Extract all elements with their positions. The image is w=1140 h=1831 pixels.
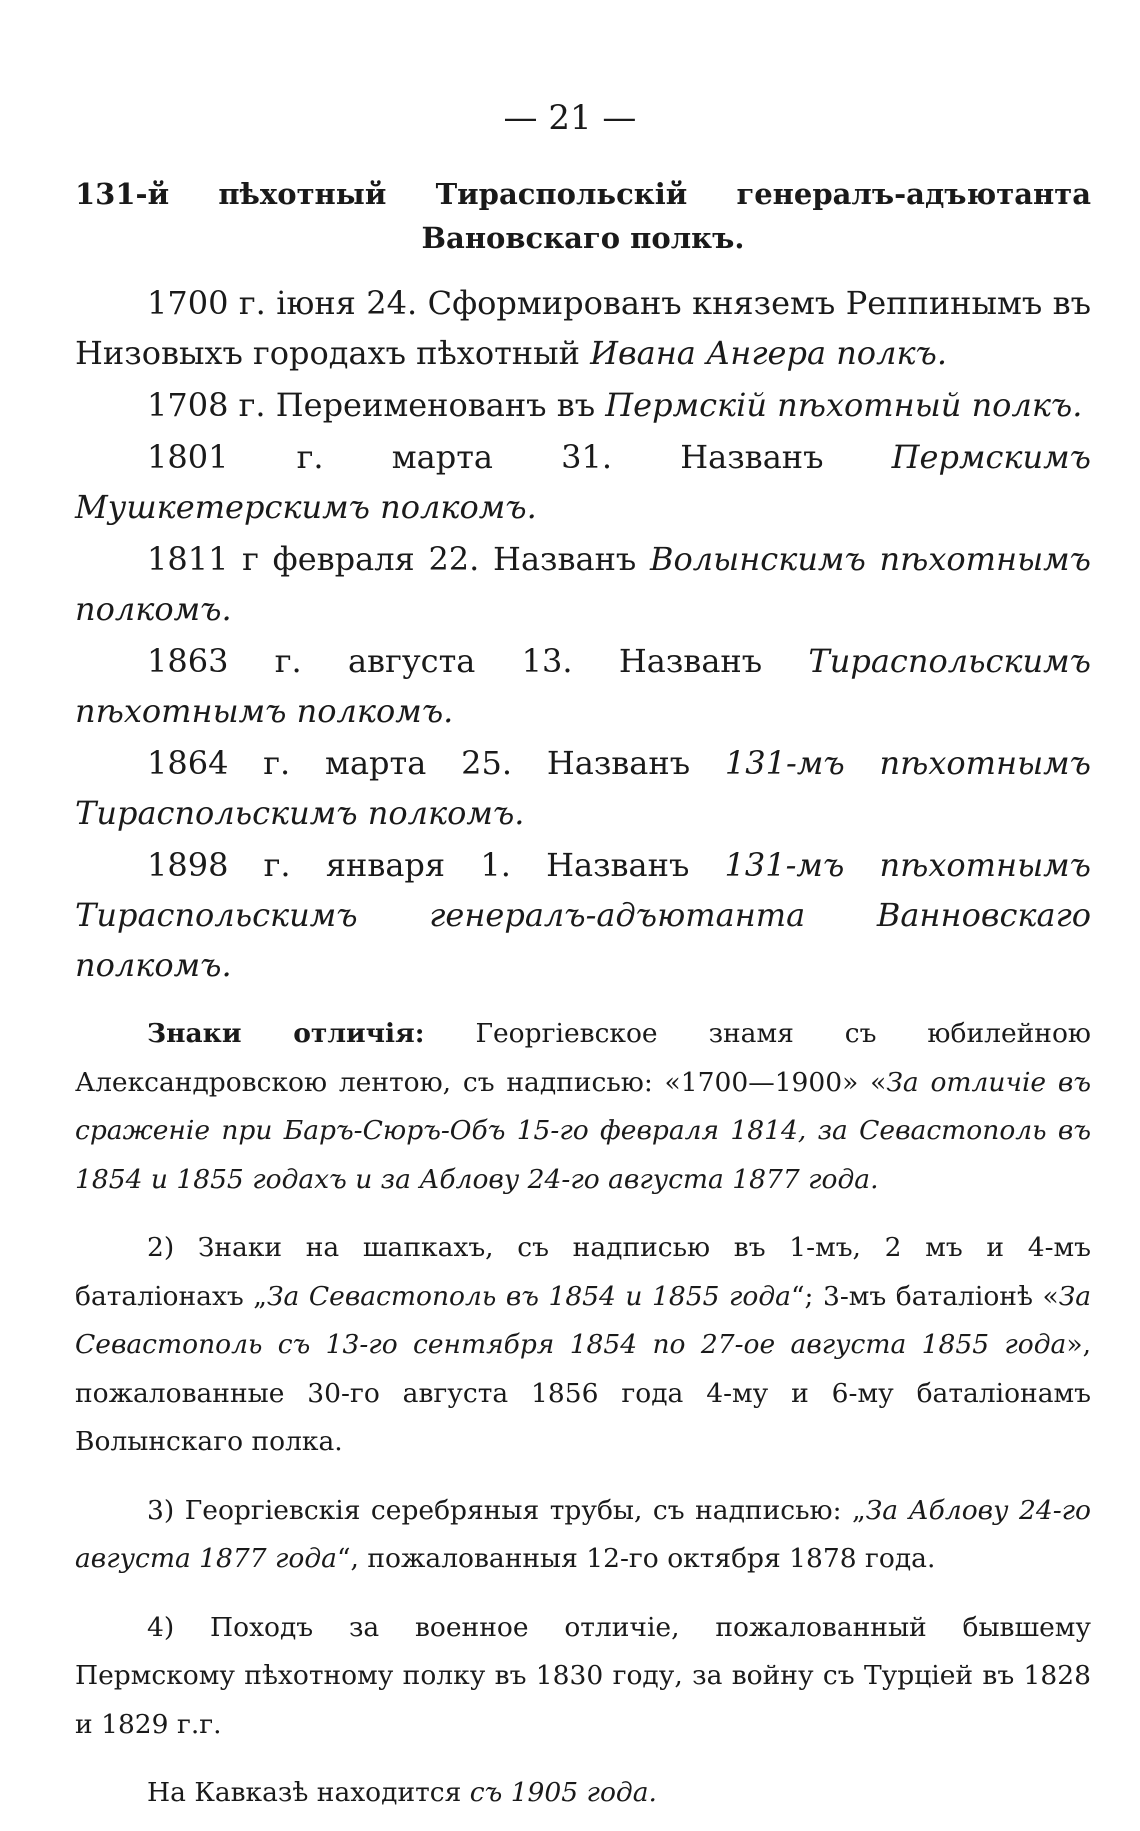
distinction-march: 4) Походъ за военное отличіе, пожалованный бывшему Пермскому пѣхотному полку въ 1830 году, за войну съ Турціей въ 1828 и 1829 г.г. [75,1611,1091,1740]
chronology-entry: 1700 г. іюня 24. Сформированъ княземъ Реппинымъ въ Низовыхъ городахъ пѣхотный Ивана Ангера полкъ. [75,284,1091,372]
document-body [75,278,1091,1818]
chronology-entry: 1801 г. марта 31. Названъ Пермскимъ Мушкетерскимъ полкомъ. [75,438,1091,526]
chronology-entry: 1863 г. августа 13. Названъ Тираспольскимъ пѣхотнымъ полкомъ. [75,642,1091,730]
chronology-entry: 1898 г. января 1. Названъ 131-мъ пѣхотнымъ Тираспольскимъ генералъ-адъютанта Ванновскаго полкомъ. [75,846,1092,984]
caucasus-note: На Кавказѣ находится съ 1905 года. [147,1777,657,1808]
distinction-cap-badges: 2) Знаки на шапкахъ, съ надписью въ 1-мъ, 2 мъ и 4-мъ баталіонахъ „За Севастополь въ 1854 и 1855 года“; 3-мъ баталіонѣ «За Севастополь съ 13-го сентября 1854 по 27-ое августа 1855 года», пожалованные 30-го августа 1856 года 4-му и 6-му баталіонамъ Волынскаго полка. [75,1232,1091,1457]
regiment-title: 131-й пѣхотный Тираспольскій генералъ-адъютанта Вановскаго полкъ. [75,177,1091,255]
chronology-entry: 1811 г февраля 22. Названъ Волынскимъ пѣхотнымъ полкомъ. [75,540,1091,628]
distinction-banner: Знаки отличія: Георгіевское знамя съ юбилейною Александровскою лентою, съ надписью: «1700—1900» «За отличіе въ сраженіе при Баръ-Сюръ-Объ 15-го февраля 1814, за Севастополь въ 1854 и 1855 годахъ и за Аблову 24-го августа 1877 года. [75,1018,1091,1195]
chronology [75,278,1091,990]
distinction-trumpets: 3) Георгіевскія серебряныя трубы, съ надписью: „За Аблову 24-го августа 1877 года“, пожалованныя 12-го октября 1878 года. [75,1494,1091,1574]
chronology-entry: 1708 г. Переименованъ въ Пермскій пѣхотный полкъ. [147,386,1083,424]
chronology-entry: 1864 г. марта 25. Названъ 131-мъ пѣхотнымъ Тираспольскимъ полкомъ. [75,744,1092,832]
distinctions-label: Знаки отличія: [147,1018,425,1049]
distinctions-section [75,1010,1091,1818]
page-number: — 21 — [503,98,637,138]
